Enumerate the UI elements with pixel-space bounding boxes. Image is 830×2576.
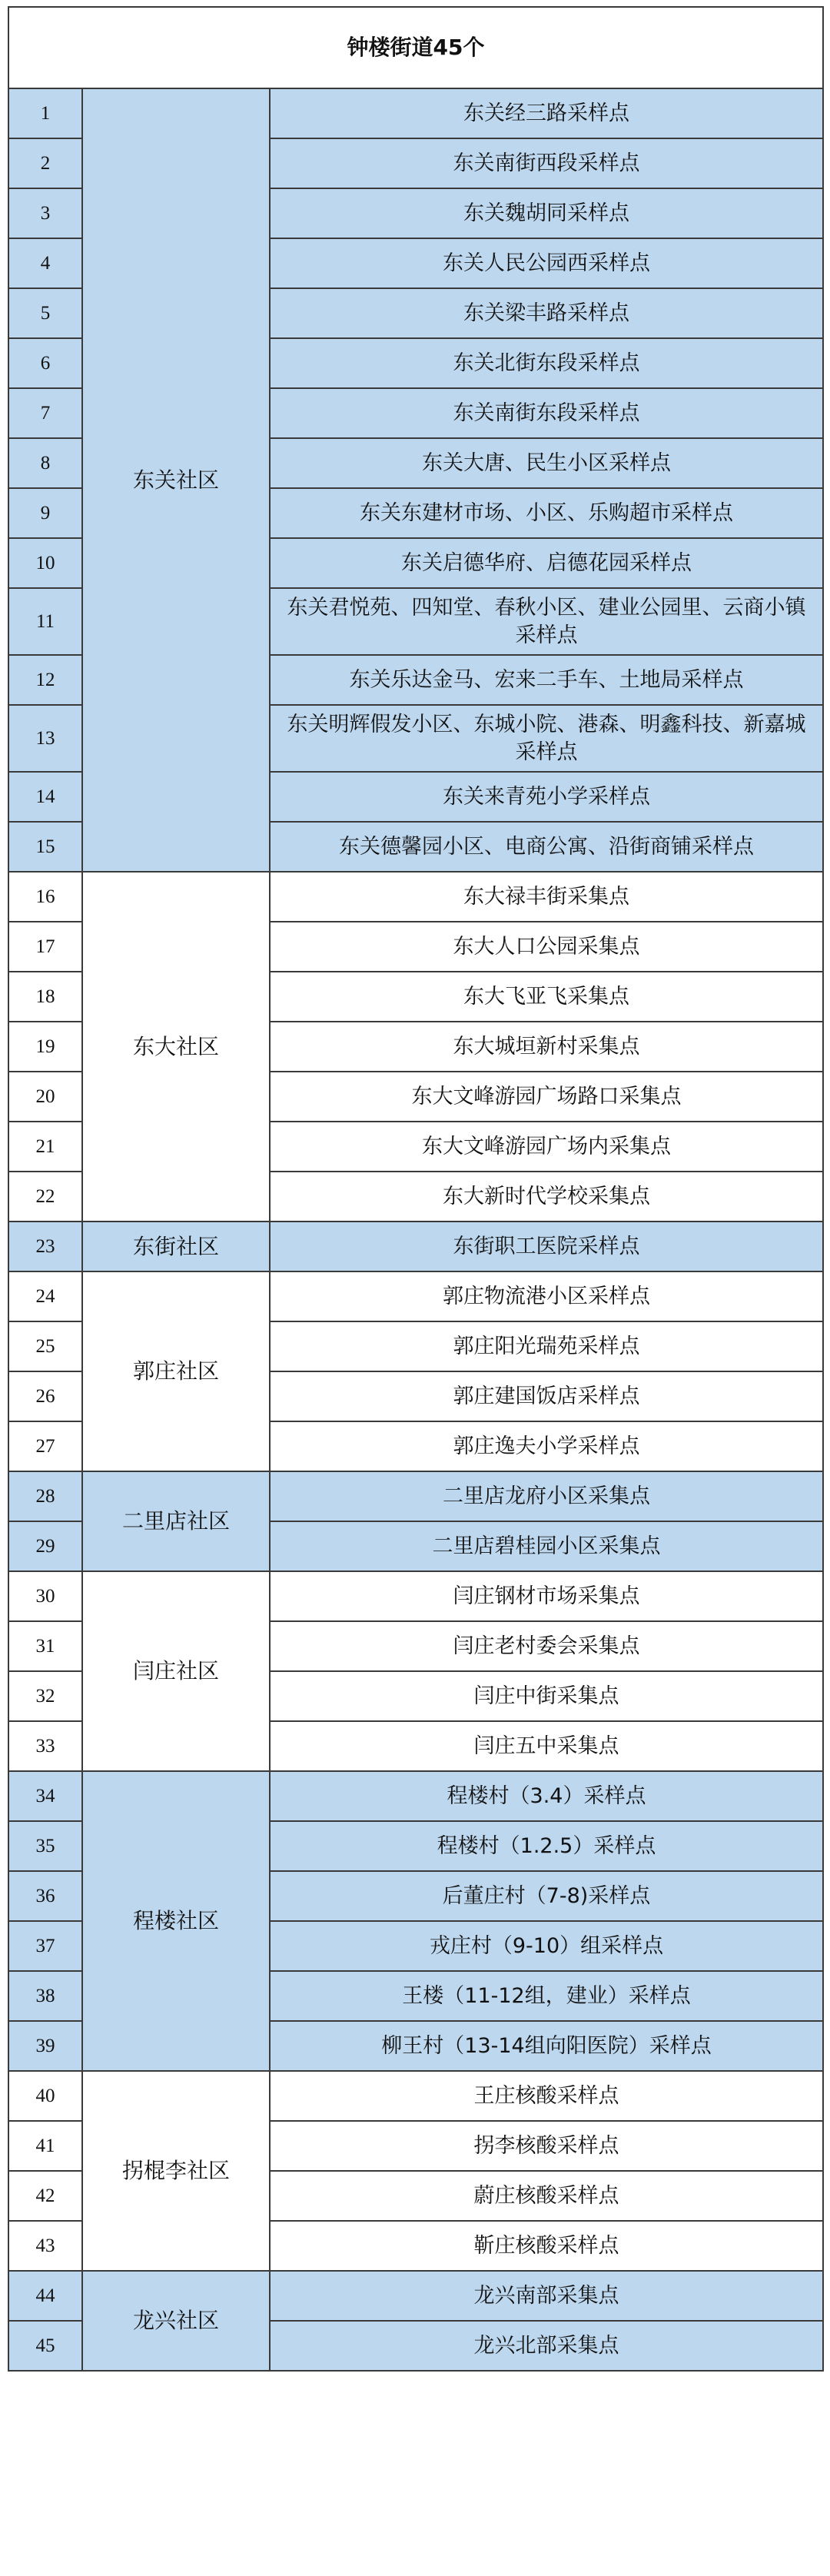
- row-number: 45: [8, 2321, 82, 2371]
- sampling-site-name: 东关明辉假发小区、东城小院、港森、明鑫科技、新嘉城采样点: [270, 705, 823, 772]
- sampling-site-name: 东关来青苑小学采样点: [270, 772, 823, 822]
- sampling-site-name: 郭庄逸夫小学采样点: [270, 1421, 823, 1471]
- row-number: 26: [8, 1371, 82, 1421]
- row-number: 23: [8, 1222, 82, 1271]
- sampling-site-name: 王庄核酸采样点: [270, 2071, 823, 2121]
- row-number: 27: [8, 1421, 82, 1471]
- row-number: 28: [8, 1471, 82, 1521]
- sampling-site-name: 柳王村（13-14组向阳医院）采样点: [270, 2021, 823, 2071]
- table-row: [8, 1271, 823, 1321]
- row-number: 12: [8, 655, 82, 705]
- sampling-site-name: 郭庄阳光瑞苑采样点: [270, 1321, 823, 1371]
- sampling-site-name: 闫庄五中采集点: [270, 1721, 823, 1771]
- sampling-site-name: 后董庄村（7-8)采样点: [270, 1871, 823, 1921]
- sampling-site-name: 东关德馨园小区、电商公寓、沿街商铺采样点: [270, 822, 823, 872]
- row-number: 15: [8, 822, 82, 872]
- row-number: 2: [8, 138, 82, 188]
- row-number: 16: [8, 872, 82, 922]
- table-row: [8, 2271, 823, 2321]
- row-number: 43: [8, 2221, 82, 2271]
- table-row: [8, 1471, 823, 1521]
- table-body: [8, 88, 823, 2371]
- row-number: 34: [8, 1771, 82, 1821]
- table-row: [8, 88, 823, 138]
- sampling-site-name: 郭庄物流港小区采样点: [270, 1271, 823, 1321]
- row-number: 39: [8, 2021, 82, 2071]
- community-name: 龙兴社区: [82, 2271, 270, 2371]
- table-row: [8, 1222, 823, 1271]
- row-number: 33: [8, 1721, 82, 1771]
- row-number: 24: [8, 1271, 82, 1321]
- row-number: 38: [8, 1971, 82, 2021]
- community-name: 二里店社区: [82, 1471, 270, 1571]
- row-number: 22: [8, 1172, 82, 1222]
- sampling-site-name: 闫庄中街采集点: [270, 1671, 823, 1721]
- row-number: 31: [8, 1621, 82, 1671]
- sampling-site-name: 东关启德华府、启德花园采样点: [270, 538, 823, 588]
- row-number: 32: [8, 1671, 82, 1721]
- sampling-site-name: 东关经三路采样点: [270, 88, 823, 138]
- sampling-site-name: 东大新时代学校采集点: [270, 1172, 823, 1222]
- row-number: 25: [8, 1321, 82, 1371]
- community-name: 东大社区: [82, 872, 270, 1222]
- sampling-site-name: 闫庄老村委会采集点: [270, 1621, 823, 1671]
- row-number: 30: [8, 1571, 82, 1621]
- sampling-sites-table: [8, 6, 824, 2372]
- sampling-site-name: 东大禄丰街采集点: [270, 872, 823, 922]
- sampling-site-name: 东关乐达金马、宏来二手车、土地局采样点: [270, 655, 823, 705]
- row-number: 3: [8, 188, 82, 238]
- row-number: 8: [8, 438, 82, 488]
- sampling-site-name: 程楼村（3.4）采样点: [270, 1771, 823, 1821]
- row-number: 19: [8, 1022, 82, 1072]
- sampling-site-name: 蔚庄核酸采样点: [270, 2171, 823, 2221]
- table-row: [8, 872, 823, 922]
- row-number: 37: [8, 1921, 82, 1971]
- row-number: 29: [8, 1521, 82, 1571]
- row-number: 1: [8, 88, 82, 138]
- row-number: 35: [8, 1821, 82, 1871]
- row-number: 9: [8, 488, 82, 538]
- sampling-site-name: 程楼村（1.2.5）采样点: [270, 1821, 823, 1871]
- sampling-site-name: 东大飞亚飞采集点: [270, 972, 823, 1022]
- sampling-site-name: 东关大唐、民生小区采样点: [270, 438, 823, 488]
- community-name: 闫庄社区: [82, 1571, 270, 1771]
- community-name: 郭庄社区: [82, 1271, 270, 1471]
- table-row: [8, 1571, 823, 1621]
- row-number: 4: [8, 238, 82, 288]
- community-name: 程楼社区: [82, 1771, 270, 2071]
- sampling-site-name: 东关南街西段采样点: [270, 138, 823, 188]
- row-number: 7: [8, 388, 82, 438]
- sampling-site-name: 东关北街东段采样点: [270, 338, 823, 388]
- sampling-site-name: 东大人口公园采集点: [270, 922, 823, 972]
- sampling-site-name: 东关东建材市场、小区、乐购超市采样点: [270, 488, 823, 538]
- community-name: 拐棍李社区: [82, 2071, 270, 2271]
- sampling-site-name: 东大文峰游园广场路口采集点: [270, 1072, 823, 1122]
- row-number: 20: [8, 1072, 82, 1122]
- sampling-site-name: 东大城垣新村采集点: [270, 1022, 823, 1072]
- row-number: 10: [8, 538, 82, 588]
- row-number: 13: [8, 705, 82, 772]
- sampling-site-name: 拐李核酸采样点: [270, 2121, 823, 2171]
- community-name: 东关社区: [82, 88, 270, 872]
- table-row: [8, 2071, 823, 2121]
- table-row: [8, 1771, 823, 1821]
- table-title: 钟楼街道45个: [8, 7, 823, 88]
- row-number: 17: [8, 922, 82, 972]
- row-number: 11: [8, 588, 82, 655]
- sampling-site-name: 戎庄村（9-10）组采样点: [270, 1921, 823, 1971]
- row-number: 44: [8, 2271, 82, 2321]
- row-number: 36: [8, 1871, 82, 1921]
- sampling-site-name: 二里店龙府小区采集点: [270, 1471, 823, 1521]
- sampling-site-name: 东街职工医院采样点: [270, 1222, 823, 1271]
- sampling-site-name: 王楼（11-12组，建业）采样点: [270, 1971, 823, 2021]
- sampling-site-name: 东关梁丰路采样点: [270, 288, 823, 338]
- row-number: 41: [8, 2121, 82, 2171]
- sampling-site-name: 郭庄建国饭店采样点: [270, 1371, 823, 1421]
- row-number: 18: [8, 972, 82, 1022]
- table-title-row: [8, 7, 823, 88]
- sampling-site-name: 靳庄核酸采样点: [270, 2221, 823, 2271]
- sampling-site-name: 东大文峰游园广场内采集点: [270, 1122, 823, 1172]
- sampling-site-name: 龙兴北部采集点: [270, 2321, 823, 2371]
- row-number: 5: [8, 288, 82, 338]
- sampling-site-name: 龙兴南部采集点: [270, 2271, 823, 2321]
- row-number: 14: [8, 772, 82, 822]
- row-number: 21: [8, 1122, 82, 1172]
- community-name: 东街社区: [82, 1222, 270, 1271]
- sampling-site-name: 东关人民公园西采样点: [270, 238, 823, 288]
- sampling-site-name: 东关南街东段采样点: [270, 388, 823, 438]
- row-number: 40: [8, 2071, 82, 2121]
- sampling-site-name: 二里店碧桂园小区采集点: [270, 1521, 823, 1571]
- row-number: 6: [8, 338, 82, 388]
- sampling-site-name: 东关魏胡同采样点: [270, 188, 823, 238]
- sampling-site-name: 闫庄钢材市场采集点: [270, 1571, 823, 1621]
- sampling-site-name: 东关君悦苑、四知堂、春秋小区、建业公园里、云商小镇采样点: [270, 588, 823, 655]
- row-number: 42: [8, 2171, 82, 2221]
